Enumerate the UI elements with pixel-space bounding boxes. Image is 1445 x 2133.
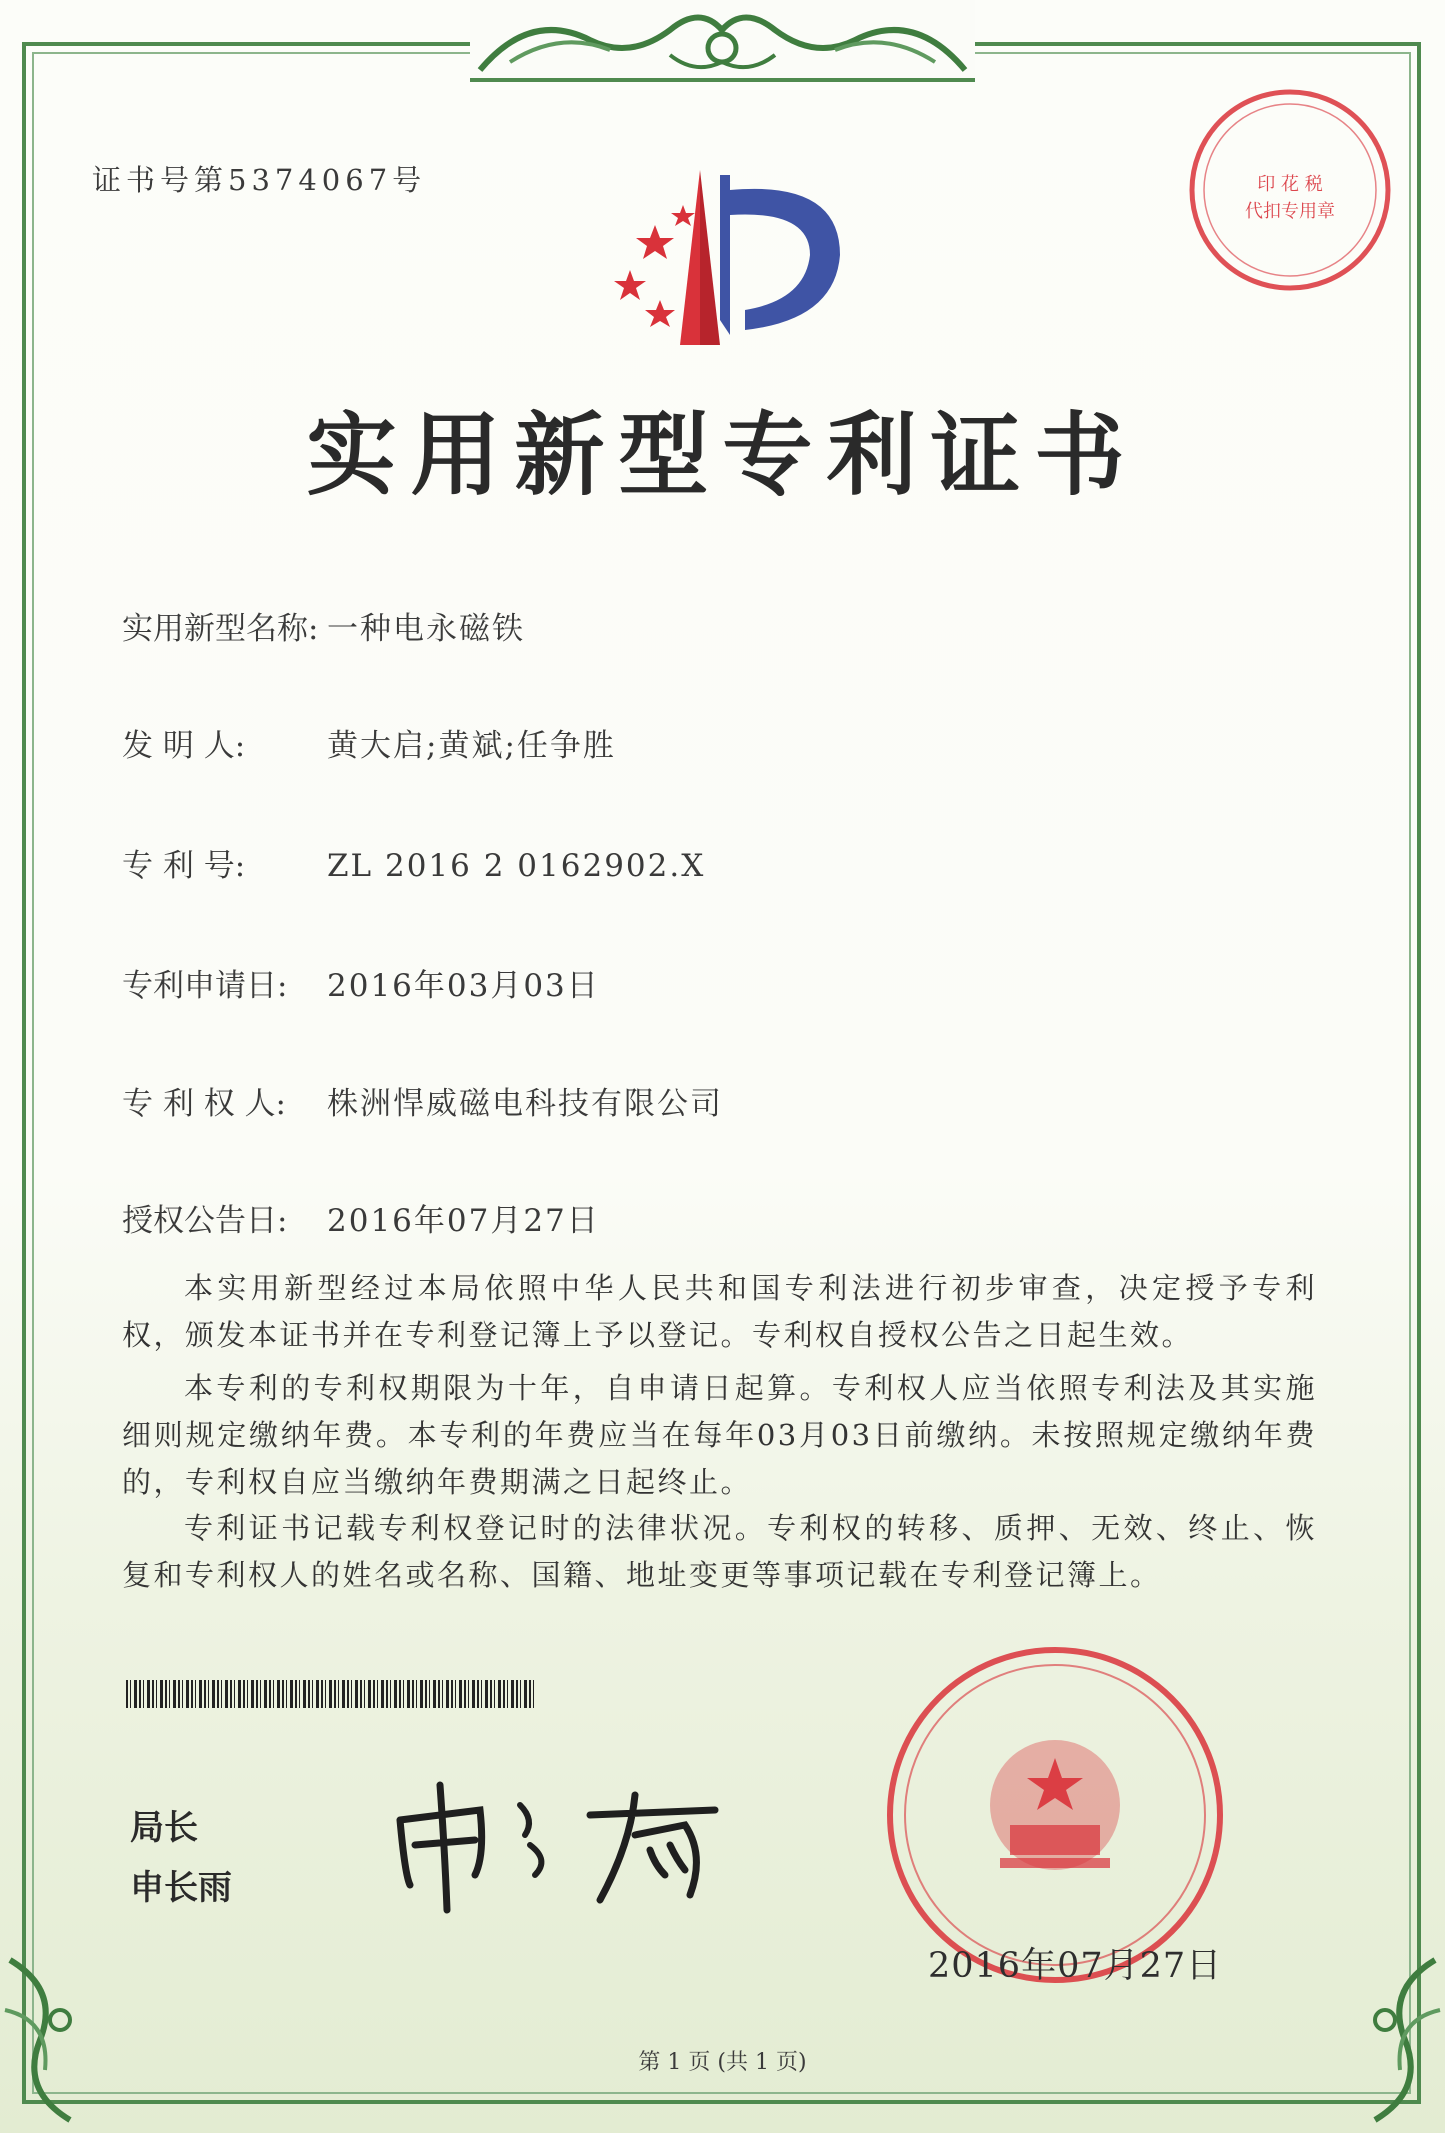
field-value: 一种电永磁铁 bbox=[327, 611, 525, 647]
field-label: 实用新型名称: bbox=[122, 611, 319, 647]
seal-date: 2016年07月27日 bbox=[928, 1946, 1223, 1986]
field-patentee bbox=[122, 1078, 723, 1123]
field-value: 株洲悍威磁电科技有限公司 bbox=[327, 1086, 723, 1122]
corner-ornament-right bbox=[1325, 1900, 1445, 2133]
field-application-date bbox=[122, 960, 600, 1005]
field-label: 专 利 权 人: bbox=[122, 1086, 287, 1122]
field-label: 专 利 号: bbox=[122, 848, 246, 884]
tax-seal-icon bbox=[1185, 85, 1395, 295]
top-ornament bbox=[470, 0, 975, 90]
field-utility-model-name bbox=[122, 603, 525, 648]
corner-ornament-left bbox=[0, 1900, 120, 2133]
field-inventors bbox=[122, 720, 616, 765]
svg-text:代扣专用章: 代扣专用章 bbox=[1245, 201, 1335, 222]
director-signature bbox=[385, 1765, 745, 1915]
cnipa-logo-icon bbox=[605, 160, 850, 350]
document-title: 实用新型专利证书 bbox=[306, 402, 1139, 508]
field-value: 2016年07月27日 bbox=[327, 1203, 600, 1239]
field-value: 黄大启;黄斌;任争胜 bbox=[327, 728, 616, 764]
certificate-number: 证书号第5374067号 bbox=[92, 163, 427, 197]
field-label: 授权公告日: bbox=[122, 1203, 288, 1239]
director-name: 申长雨 bbox=[130, 1868, 232, 1908]
svg-text:印 花 税: 印 花 税 bbox=[1257, 174, 1323, 195]
field-value: ZL 2016 2 0162902.X bbox=[327, 848, 706, 884]
field-value: 2016年03月03日 bbox=[327, 968, 600, 1004]
field-grant-date bbox=[122, 1195, 600, 1240]
paragraph-term-statement: 本专利的专利权期限为十年，自申请日起算。专利权人应当依照专利法及其实施细则规定缴纳年费。本专利的年费应当在每年03月03日前缴纳。未按照规定缴纳年费的，专利权自应当缴纳年费期满之日起终止。 bbox=[122, 1371, 1317, 1499]
barcode bbox=[126, 1680, 534, 1708]
page-number: 第 1 页 (共 1 页) bbox=[638, 2050, 807, 2075]
field-label: 发 明 人: bbox=[122, 728, 246, 764]
director-title: 局长 bbox=[130, 1808, 198, 1848]
field-patent-number bbox=[122, 840, 705, 885]
paragraph-legal-status: 专利证书记载专利权登记时的法律状况。专利权的转移、质押、无效、终止、恢复和专利权人的姓名或名称、国籍、地址变更等事项记载在专利登记簿上。 bbox=[122, 1511, 1317, 1592]
paragraph-grant-statement: 本实用新型经过本局依照中华人民共和国专利法进行初步审查，决定授予专利权，颁发本证书并在专利登记簿上予以登记。专利权自授权公告之日起生效。 bbox=[122, 1271, 1317, 1352]
field-label: 专利申请日: bbox=[122, 968, 288, 1004]
